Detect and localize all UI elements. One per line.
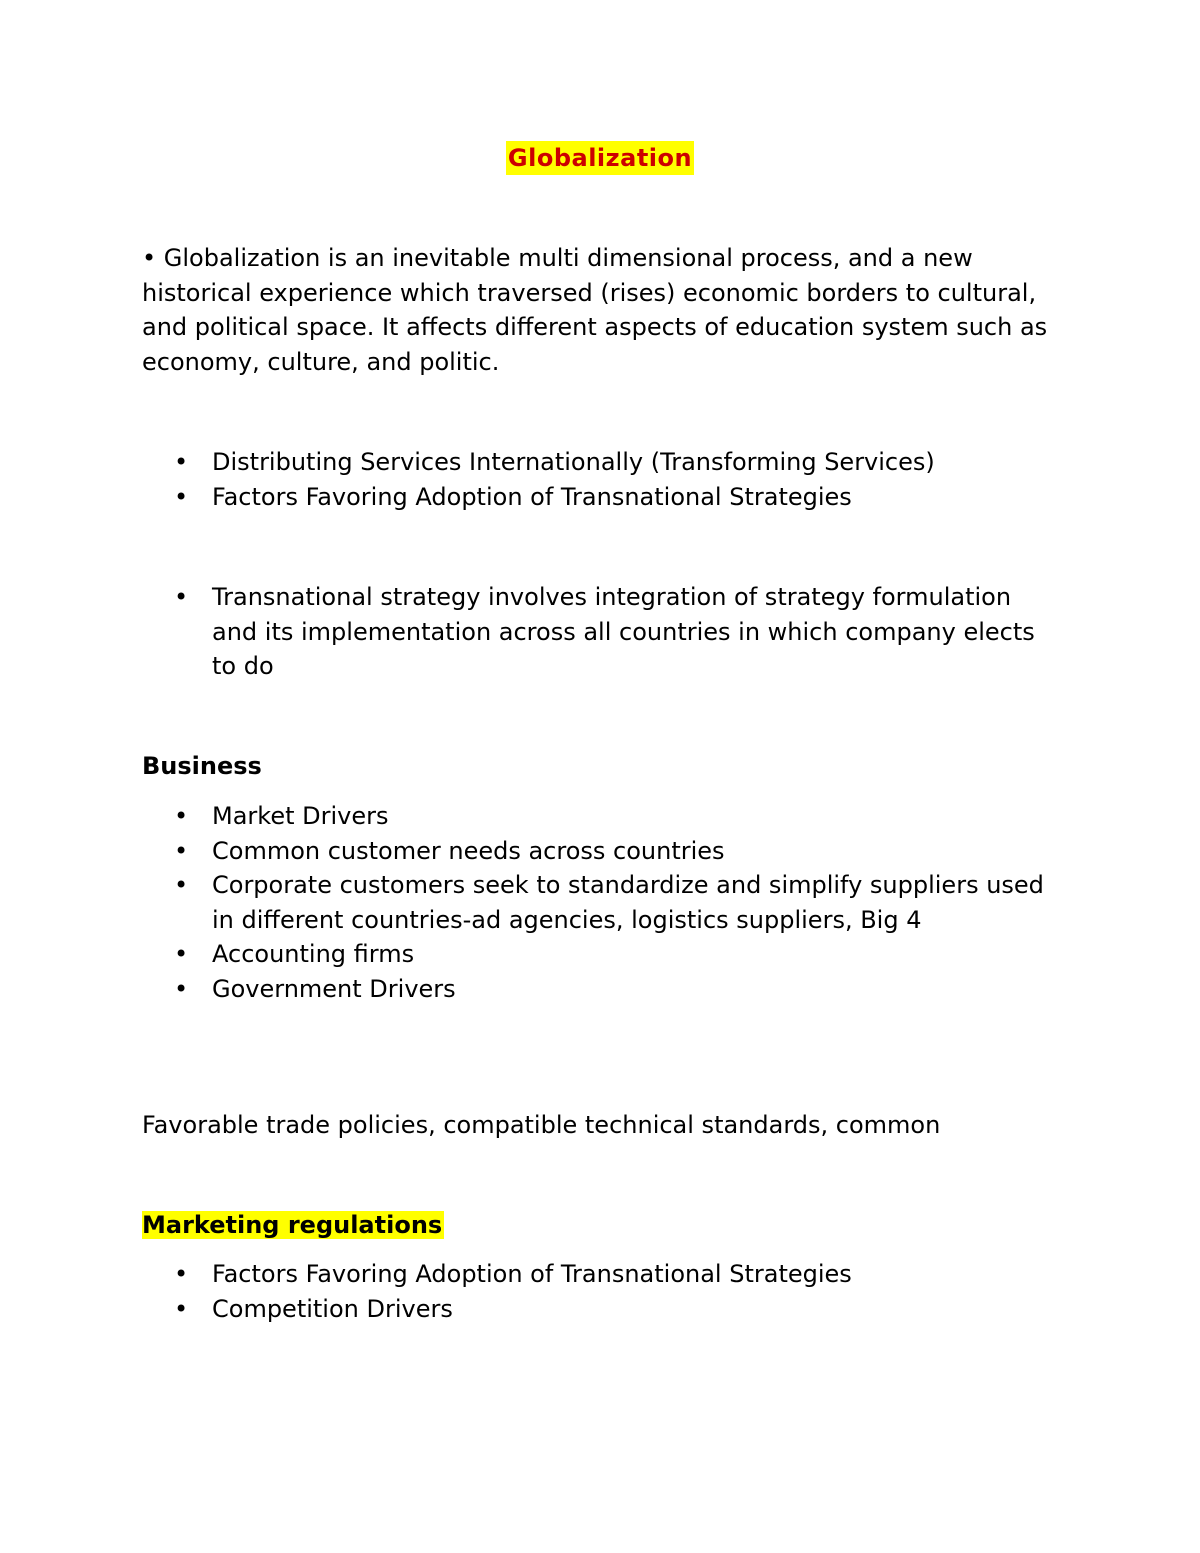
list-item-text: Market Drivers <box>212 802 389 830</box>
favorable-paragraph: Favorable trade policies, compatible technical standards, common <box>142 1111 941 1139</box>
list-item <box>142 1292 1062 1327</box>
list-item-text: Factors Favoring Adoption of Transnational Strategies <box>212 1260 852 1288</box>
list-item-text: Accounting firms <box>212 940 415 968</box>
bullet-icon: • <box>174 482 189 511</box>
bullet-icon: • <box>174 1260 189 1288</box>
bullet-icon: • <box>174 802 189 830</box>
list-item <box>142 580 1062 684</box>
list-item <box>142 972 1062 1007</box>
document-title: Globalization <box>506 141 694 175</box>
list-item-text: Transnational strategy involves integration of strategy formulation and its implementation across all countries in which company elects to do <box>212 583 1035 680</box>
list-item-text: Government Drivers <box>212 974 456 1003</box>
intro-paragraph: • Globalization is an inevitable multi dimensional process, and a new historical experience which traversed (rises) economic borders to cultural, and political space. It affects different aspects of education system such as economy, culture, and politic. <box>142 244 1048 376</box>
bullet-icon: • <box>174 871 189 899</box>
bullet-icon: • <box>174 836 189 865</box>
marketing-heading-text: Marketing regulations <box>142 1211 443 1239</box>
bullet-icon: • <box>174 583 189 611</box>
business-list <box>142 799 1062 1006</box>
list-item-text: Factors Favoring Adoption of Transnational Strategies <box>212 482 852 511</box>
list-item <box>142 868 1062 937</box>
list-item-text: Common customer needs across countries <box>212 836 725 865</box>
bullet-icon: • <box>174 448 189 476</box>
bullet-icon: • <box>174 940 189 968</box>
bullet-list-2 <box>142 580 1062 684</box>
list-item <box>142 937 1062 972</box>
list-item-text: Competition Drivers <box>212 1294 453 1323</box>
marketing-list <box>142 1257 1062 1326</box>
list-item <box>142 445 1062 480</box>
list-item <box>142 480 1062 515</box>
title-container <box>142 141 1058 175</box>
list-item-text: Distributing Services Internationally (Transforming Services) <box>212 448 935 476</box>
marketing-heading <box>142 1208 444 1242</box>
bullet-icon: • <box>174 1294 189 1323</box>
bullet-icon: • <box>174 974 189 1003</box>
bullet-list-1 <box>142 445 1062 514</box>
list-item <box>142 834 1062 869</box>
list-item <box>142 1257 1062 1292</box>
list-item <box>142 799 1062 834</box>
list-item-text: Corporate customers seek to standardize and simplify suppliers used in different countries-ad agencies, logistics suppliers, Big 4 <box>212 871 1044 934</box>
business-heading: Business <box>142 752 262 780</box>
